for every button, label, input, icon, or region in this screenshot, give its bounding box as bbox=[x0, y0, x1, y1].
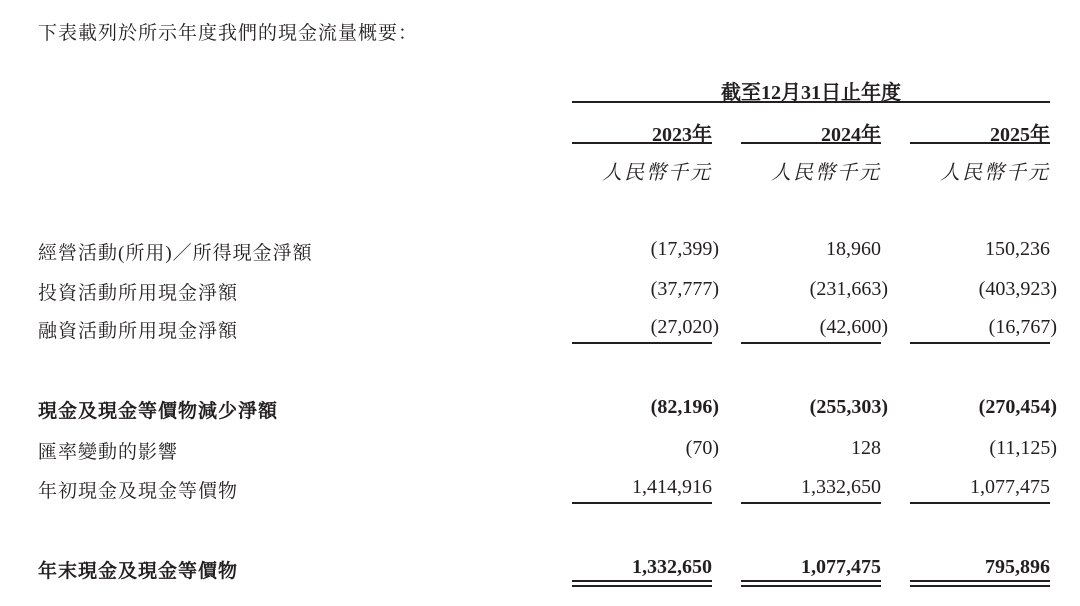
value-text: 1,332,650 bbox=[632, 556, 712, 578]
year-header-2023: 2023年 bbox=[652, 124, 712, 146]
row-label: 年初現金及現金等價物 bbox=[38, 481, 239, 502]
subtotal-rule bbox=[741, 342, 881, 344]
value-text: (17,399) bbox=[650, 238, 719, 260]
year-header-2025: 2025年 bbox=[990, 124, 1050, 146]
value-text: 18,960 bbox=[826, 238, 881, 260]
value-text: (37,777) bbox=[650, 278, 719, 300]
value-text: (82,196) bbox=[650, 396, 719, 418]
row-value bbox=[910, 437, 1057, 460]
row-value bbox=[741, 396, 888, 419]
row-value bbox=[572, 316, 719, 339]
intro-text: 下表載列於所示年度我們的現金流量概要： bbox=[38, 23, 419, 44]
value-text: 1,077,475 bbox=[801, 556, 881, 578]
row-value bbox=[741, 316, 888, 339]
value-text: (16,767) bbox=[988, 316, 1057, 338]
unit-label: 人民幣千元 bbox=[771, 162, 881, 184]
row-value bbox=[572, 556, 712, 579]
row-label: 融資活動所用現金淨額 bbox=[38, 321, 239, 342]
row-label: 匯率變動的影響 bbox=[38, 442, 179, 463]
row-value bbox=[741, 556, 881, 579]
row-value bbox=[572, 437, 719, 460]
value-text: (27,020) bbox=[650, 316, 719, 338]
unit-label: 人民幣千元 bbox=[602, 162, 712, 184]
value-text: 795,896 bbox=[985, 556, 1050, 578]
row-label: 投資活動所用現金淨額 bbox=[38, 283, 239, 304]
unit-label: 人民幣千元 bbox=[940, 162, 1050, 184]
value-text: (270,454) bbox=[978, 396, 1057, 418]
row-value bbox=[572, 278, 719, 301]
value-text: (42,600) bbox=[819, 316, 888, 338]
row-value bbox=[741, 437, 881, 460]
year-rule bbox=[741, 142, 881, 144]
row-value bbox=[741, 278, 888, 301]
value-text: (255,303) bbox=[809, 396, 888, 418]
value-text: (70) bbox=[685, 437, 719, 459]
value-text: 128 bbox=[851, 437, 881, 459]
total-double-rule bbox=[741, 580, 881, 587]
row-value bbox=[910, 396, 1057, 419]
row-value bbox=[572, 238, 719, 261]
period-rule bbox=[572, 101, 1050, 103]
total-double-rule bbox=[572, 580, 712, 587]
row-value bbox=[741, 476, 881, 499]
subtotal-rule bbox=[572, 342, 712, 344]
row-value bbox=[910, 238, 1050, 261]
row-label: 現金及現金等價物減少淨額 bbox=[38, 401, 279, 422]
row-value bbox=[741, 238, 881, 261]
value-text: (11,125) bbox=[989, 437, 1057, 459]
year-rule bbox=[572, 142, 712, 144]
year-rule bbox=[910, 142, 1050, 144]
value-text: (231,663) bbox=[809, 278, 888, 300]
subtotal-rule bbox=[572, 502, 712, 504]
period-header: 截至12月31日止年度 bbox=[721, 82, 901, 104]
row-value bbox=[910, 316, 1057, 339]
row-value bbox=[572, 396, 719, 419]
value-text: 1,332,650 bbox=[801, 476, 881, 498]
row-label: 年末現金及現金等價物 bbox=[38, 561, 239, 582]
row-value bbox=[910, 278, 1057, 301]
row-value bbox=[910, 476, 1050, 499]
year-header-2024: 2024年 bbox=[821, 124, 881, 146]
subtotal-rule bbox=[910, 342, 1050, 344]
row-value bbox=[910, 556, 1050, 579]
value-text: 1,077,475 bbox=[970, 476, 1050, 498]
subtotal-rule bbox=[910, 502, 1050, 504]
total-double-rule bbox=[910, 580, 1050, 587]
row-value bbox=[572, 476, 712, 499]
value-text: 1,414,916 bbox=[632, 476, 712, 498]
subtotal-rule bbox=[741, 502, 881, 504]
value-text: 150,236 bbox=[985, 238, 1050, 260]
value-text: (403,923) bbox=[978, 278, 1057, 300]
row-label: 經營活動(所用)／所得現金淨額 bbox=[38, 243, 313, 264]
